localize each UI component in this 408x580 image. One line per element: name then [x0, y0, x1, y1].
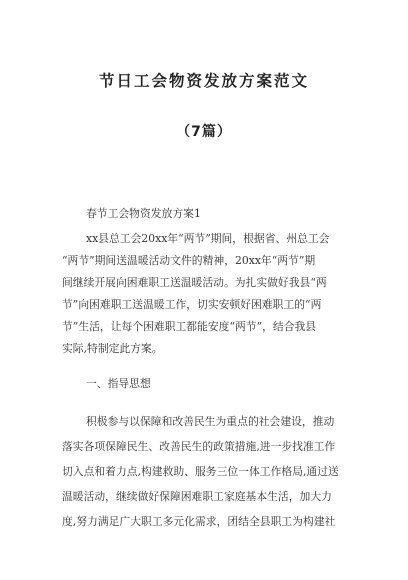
- paragraph1-line3: 间继续开展向困难职工送温暖活动。为扎实做好我县“两: [62, 276, 327, 289]
- paragraph1-line2: “两节”期间送温暖活动文件的精神，20xx年“两节”期: [62, 254, 316, 267]
- paragraph1-line5: 节”生活，让每个困难职工都能安度“两节”，结合我县: [62, 320, 317, 333]
- paragraph2-line4: 温暖活动，继续做好保障困难职工家庭基本生活，加大力: [62, 490, 332, 503]
- paragraph1-line6: 实际,特制定此方案。: [62, 342, 163, 355]
- paragraph2-line3: 切入点和着力点,构建救助、服务三位一体工作格局,通过送: [62, 465, 339, 478]
- document-subtitle: （7篇）: [176, 124, 232, 140]
- document-title: 节日工会物资发放方案范文: [98, 72, 309, 90]
- paragraph2-line5: 度,努力满足广大职工多元化需求，团结全县职工为构建社: [62, 515, 336, 528]
- paragraph2-line1: 积极参与以保障和改善民生为重点的社会建设，推动: [86, 415, 335, 428]
- paragraph1-line4: 节”向困难职工送温暖工作，切实安顿好困难职工的“两: [62, 298, 322, 311]
- paragraph2-line2: 落实各项保障民生、改善民生的政策措施,进一步找准工作: [62, 440, 336, 453]
- section-heading: 春节工会物资发放方案1: [86, 207, 201, 220]
- paragraph1-line1: xx县总工会20xx年“两节”期间，根据省、州总工会: [86, 232, 330, 245]
- heading-guiding-ideology: 一、指导思想: [86, 377, 151, 390]
